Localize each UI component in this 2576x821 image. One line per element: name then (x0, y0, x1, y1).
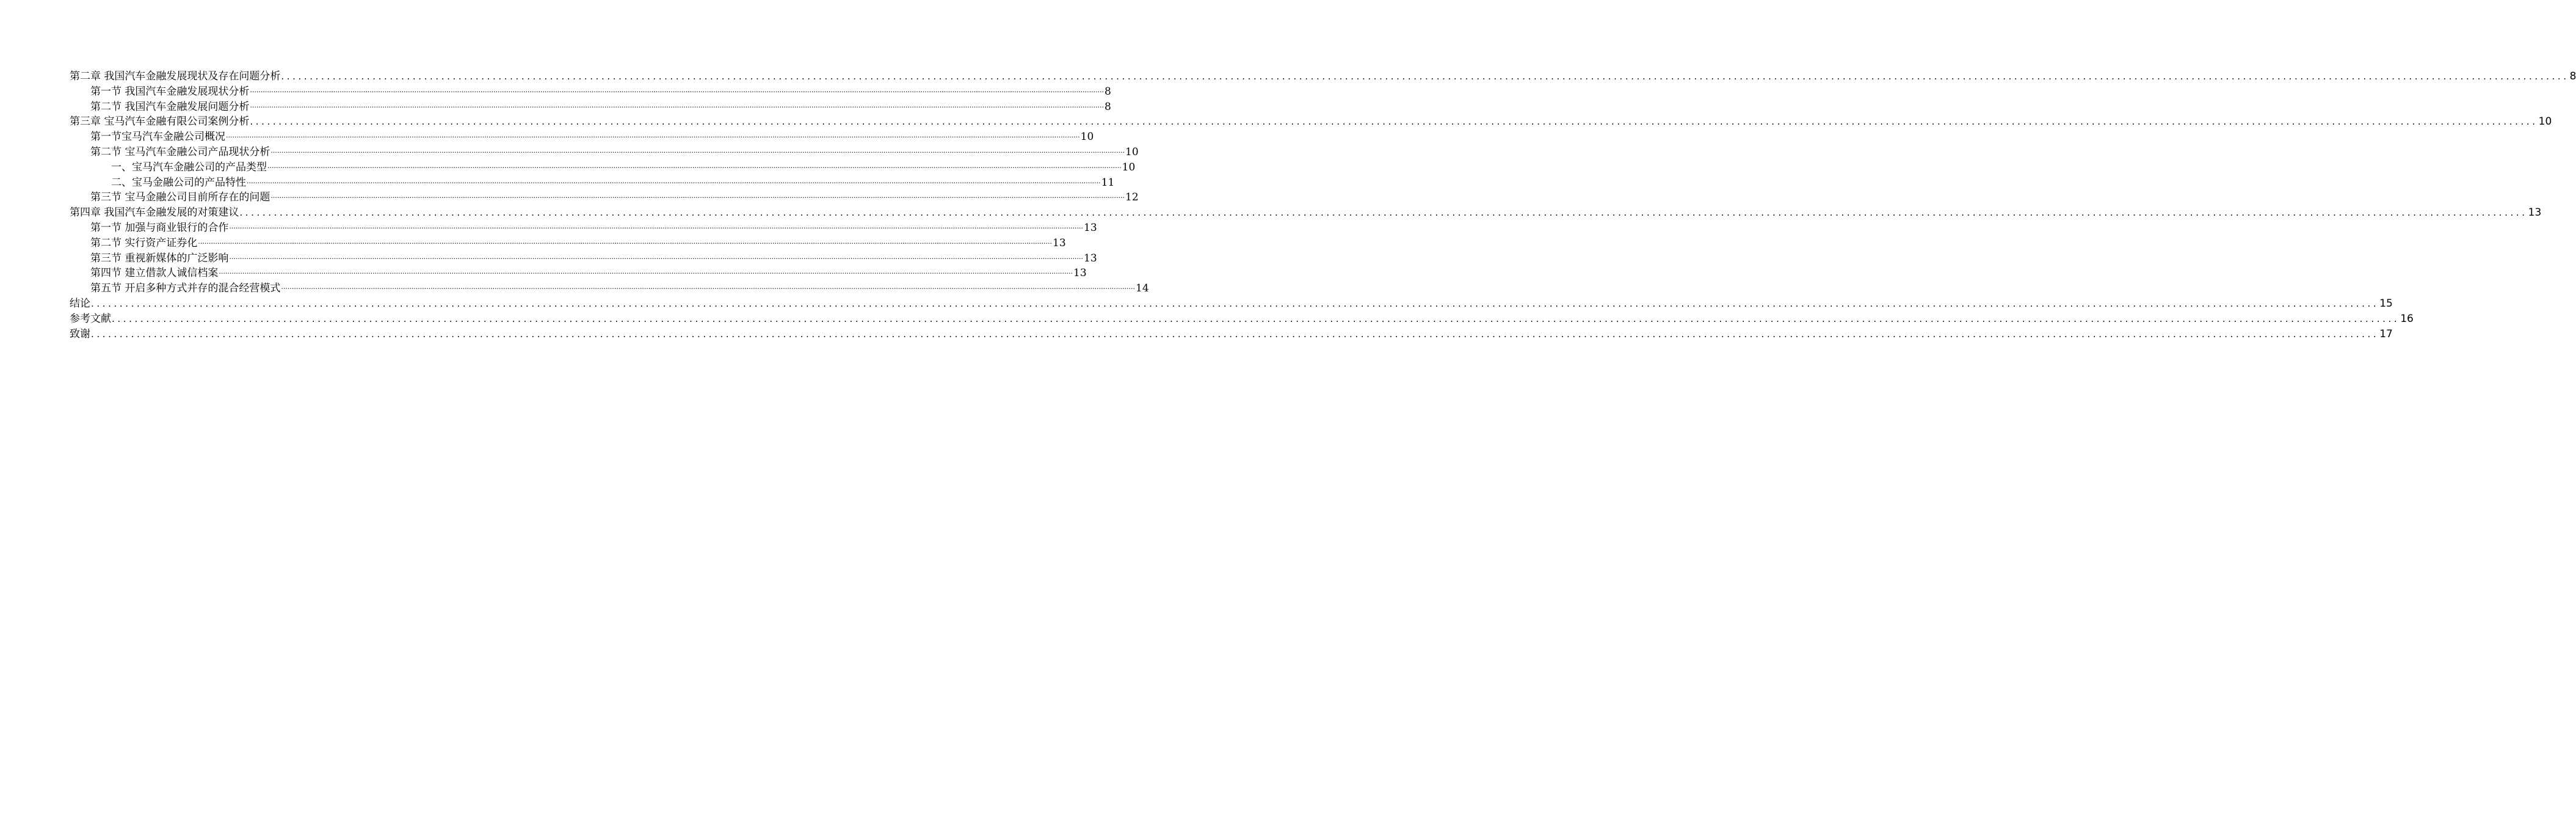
toc-entry-title: 一、宝马汽车金融公司的产品类型 (111, 161, 267, 173)
toc-entry-page: 17 (2379, 327, 2393, 340)
toc-entry-page: 10 (2538, 115, 2552, 128)
toc-entry-section-2-1[interactable] (70, 84, 1111, 100)
dot-leader: ................................................................................................................................................................................................................................................................................................................................................................................................................ (239, 207, 2528, 219)
dot-leader: ................................................................................................................................................................................................................................................................................................................................................................................................................ (91, 297, 2379, 309)
dot-leader: ................................................................................................................................................................................................................................................................................................................................................................................................................ (219, 268, 1073, 276)
toc-entry-page: 10 (1080, 131, 1094, 144)
toc-entry-title: 参考文献 (70, 312, 111, 325)
toc-entry-title: 第三节 重视新媒体的广泛影响 (90, 252, 229, 265)
toc-entry-page: 8 (1105, 100, 1111, 113)
dot-leader: ................................................................................................................................................................................................................................................................................................................................................................................................................ (229, 222, 1084, 230)
toc-entry-conclusion[interactable] (70, 296, 2393, 312)
dot-leader: ................................................................................................................................................................................................................................................................................................................................................................................................................ (198, 237, 1053, 246)
toc-entry-section-4-1[interactable] (70, 221, 1097, 236)
toc-entry-title: 第四章 我国汽车金融发展的对策建议 (70, 206, 239, 219)
dot-leader: ................................................................................................................................................................................................................................................................................................................................................................................................................ (270, 192, 1125, 200)
toc-entry-title: 第二节 我国汽车金融发展问题分析 (90, 100, 250, 113)
dot-leader: ................................................................................................................................................................................................................................................................................................................................................................................................................ (229, 252, 1084, 261)
toc-entry-title: 第一节 加强与商业银行的合作 (90, 221, 229, 234)
toc-entry-title: 第三节 宝马金融公司目前所存在的问题 (90, 191, 270, 204)
toc-entry-page: 13 (2528, 206, 2542, 219)
dot-leader: ................................................................................................................................................................................................................................................................................................................................................................................................................ (250, 116, 2538, 128)
toc-entry-title: 第二节 实行资产证券化 (90, 236, 198, 249)
dot-leader: ................................................................................................................................................................................................................................................................................................................................................................................................................ (247, 177, 1101, 185)
toc-entry-page: 16 (2400, 312, 2414, 325)
toc-entry-page: 10 (1122, 161, 1136, 173)
dot-leader: ................................................................................................................................................................................................................................................................................................................................................................................................................ (91, 328, 2379, 340)
toc-entry-title: 第二章 我国汽车金融发展现状及存在问题分析 (70, 70, 281, 82)
dot-leader: ................................................................................................................................................................................................................................................................................................................................................................................................................ (270, 146, 1125, 155)
toc-entry-section-4-3[interactable] (70, 251, 1097, 266)
toc-entry-title: 第三章 宝马汽车金融有限公司案例分析 (70, 115, 250, 128)
toc-entry-page: 13 (1073, 267, 1087, 280)
toc-entry-title: 第五节 开启多种方式并存的混合经营模式 (90, 282, 281, 295)
toc-entry-section-4-4[interactable] (70, 266, 1087, 281)
toc-entry-section-3-3[interactable] (70, 190, 1139, 205)
toc-entry-section-3-2[interactable] (70, 145, 1139, 160)
toc-entry-acknowledgements[interactable] (70, 327, 2393, 342)
dot-leader: ................................................................................................................................................................................................................................................................................................................................................................................................................ (250, 101, 1105, 109)
toc-entry-title: 第二节 宝马汽车金融公司产品现状分析 (90, 145, 270, 158)
toc-entry-subsection-3-2-1[interactable] (70, 160, 1136, 175)
toc-entry-page: 14 (1136, 282, 1149, 295)
toc-entry-page: 10 (1125, 145, 1139, 158)
toc-entry-page: 12 (1125, 191, 1139, 204)
dot-leader: ................................................................................................................................................................................................................................................................................................................................................................................................................ (281, 283, 1136, 291)
table-of-contents (70, 69, 2576, 341)
toc-entry-page: 15 (2379, 297, 2393, 310)
dot-leader: ................................................................................................................................................................................................................................................................................................................................................................................................................ (267, 161, 1122, 170)
toc-entry-title: 二、宝马金融公司的产品特性 (111, 176, 246, 189)
dot-leader: ................................................................................................................................................................................................................................................................................................................................................................................................................ (112, 313, 2400, 324)
toc-entry-chapter-4[interactable] (70, 205, 2542, 221)
toc-entry-page: 8 (1105, 85, 1111, 98)
toc-entry-page: 11 (1101, 176, 1115, 189)
toc-entry-section-2-2[interactable] (70, 100, 1111, 115)
toc-entry-subsection-3-2-2[interactable] (70, 175, 1115, 191)
toc-entry-page: 13 (1084, 252, 1097, 265)
toc-entry-page: 8 (2569, 70, 2576, 82)
toc-entry-title: 结论 (70, 297, 90, 310)
dot-leader: ................................................................................................................................................................................................................................................................................................................................................................................................................ (281, 71, 2569, 82)
toc-entry-title: 第一节 我国汽车金融发展现状分析 (90, 85, 250, 98)
toc-entry-section-4-2[interactable] (70, 236, 1066, 251)
toc-entry-chapter-3[interactable] (70, 114, 2552, 130)
toc-entry-section-3-1[interactable] (70, 130, 1094, 145)
toc-entry-references[interactable] (70, 312, 2414, 327)
toc-entry-page: 13 (1053, 236, 1066, 249)
toc-entry-section-4-5[interactable] (70, 281, 1149, 296)
toc-entry-title: 第一节宝马汽车金融公司概况 (90, 131, 225, 144)
toc-entry-chapter-2[interactable] (70, 69, 2576, 84)
toc-entry-title: 第四节 建立借款人诚信档案 (90, 267, 219, 280)
toc-entry-page: 13 (1084, 221, 1097, 234)
dot-leader: ................................................................................................................................................................................................................................................................................................................................................................................................................ (250, 86, 1105, 94)
dot-leader: ................................................................................................................................................................................................................................................................................................................................................................................................................ (226, 131, 1080, 140)
toc-entry-title: 致谢 (70, 327, 90, 340)
